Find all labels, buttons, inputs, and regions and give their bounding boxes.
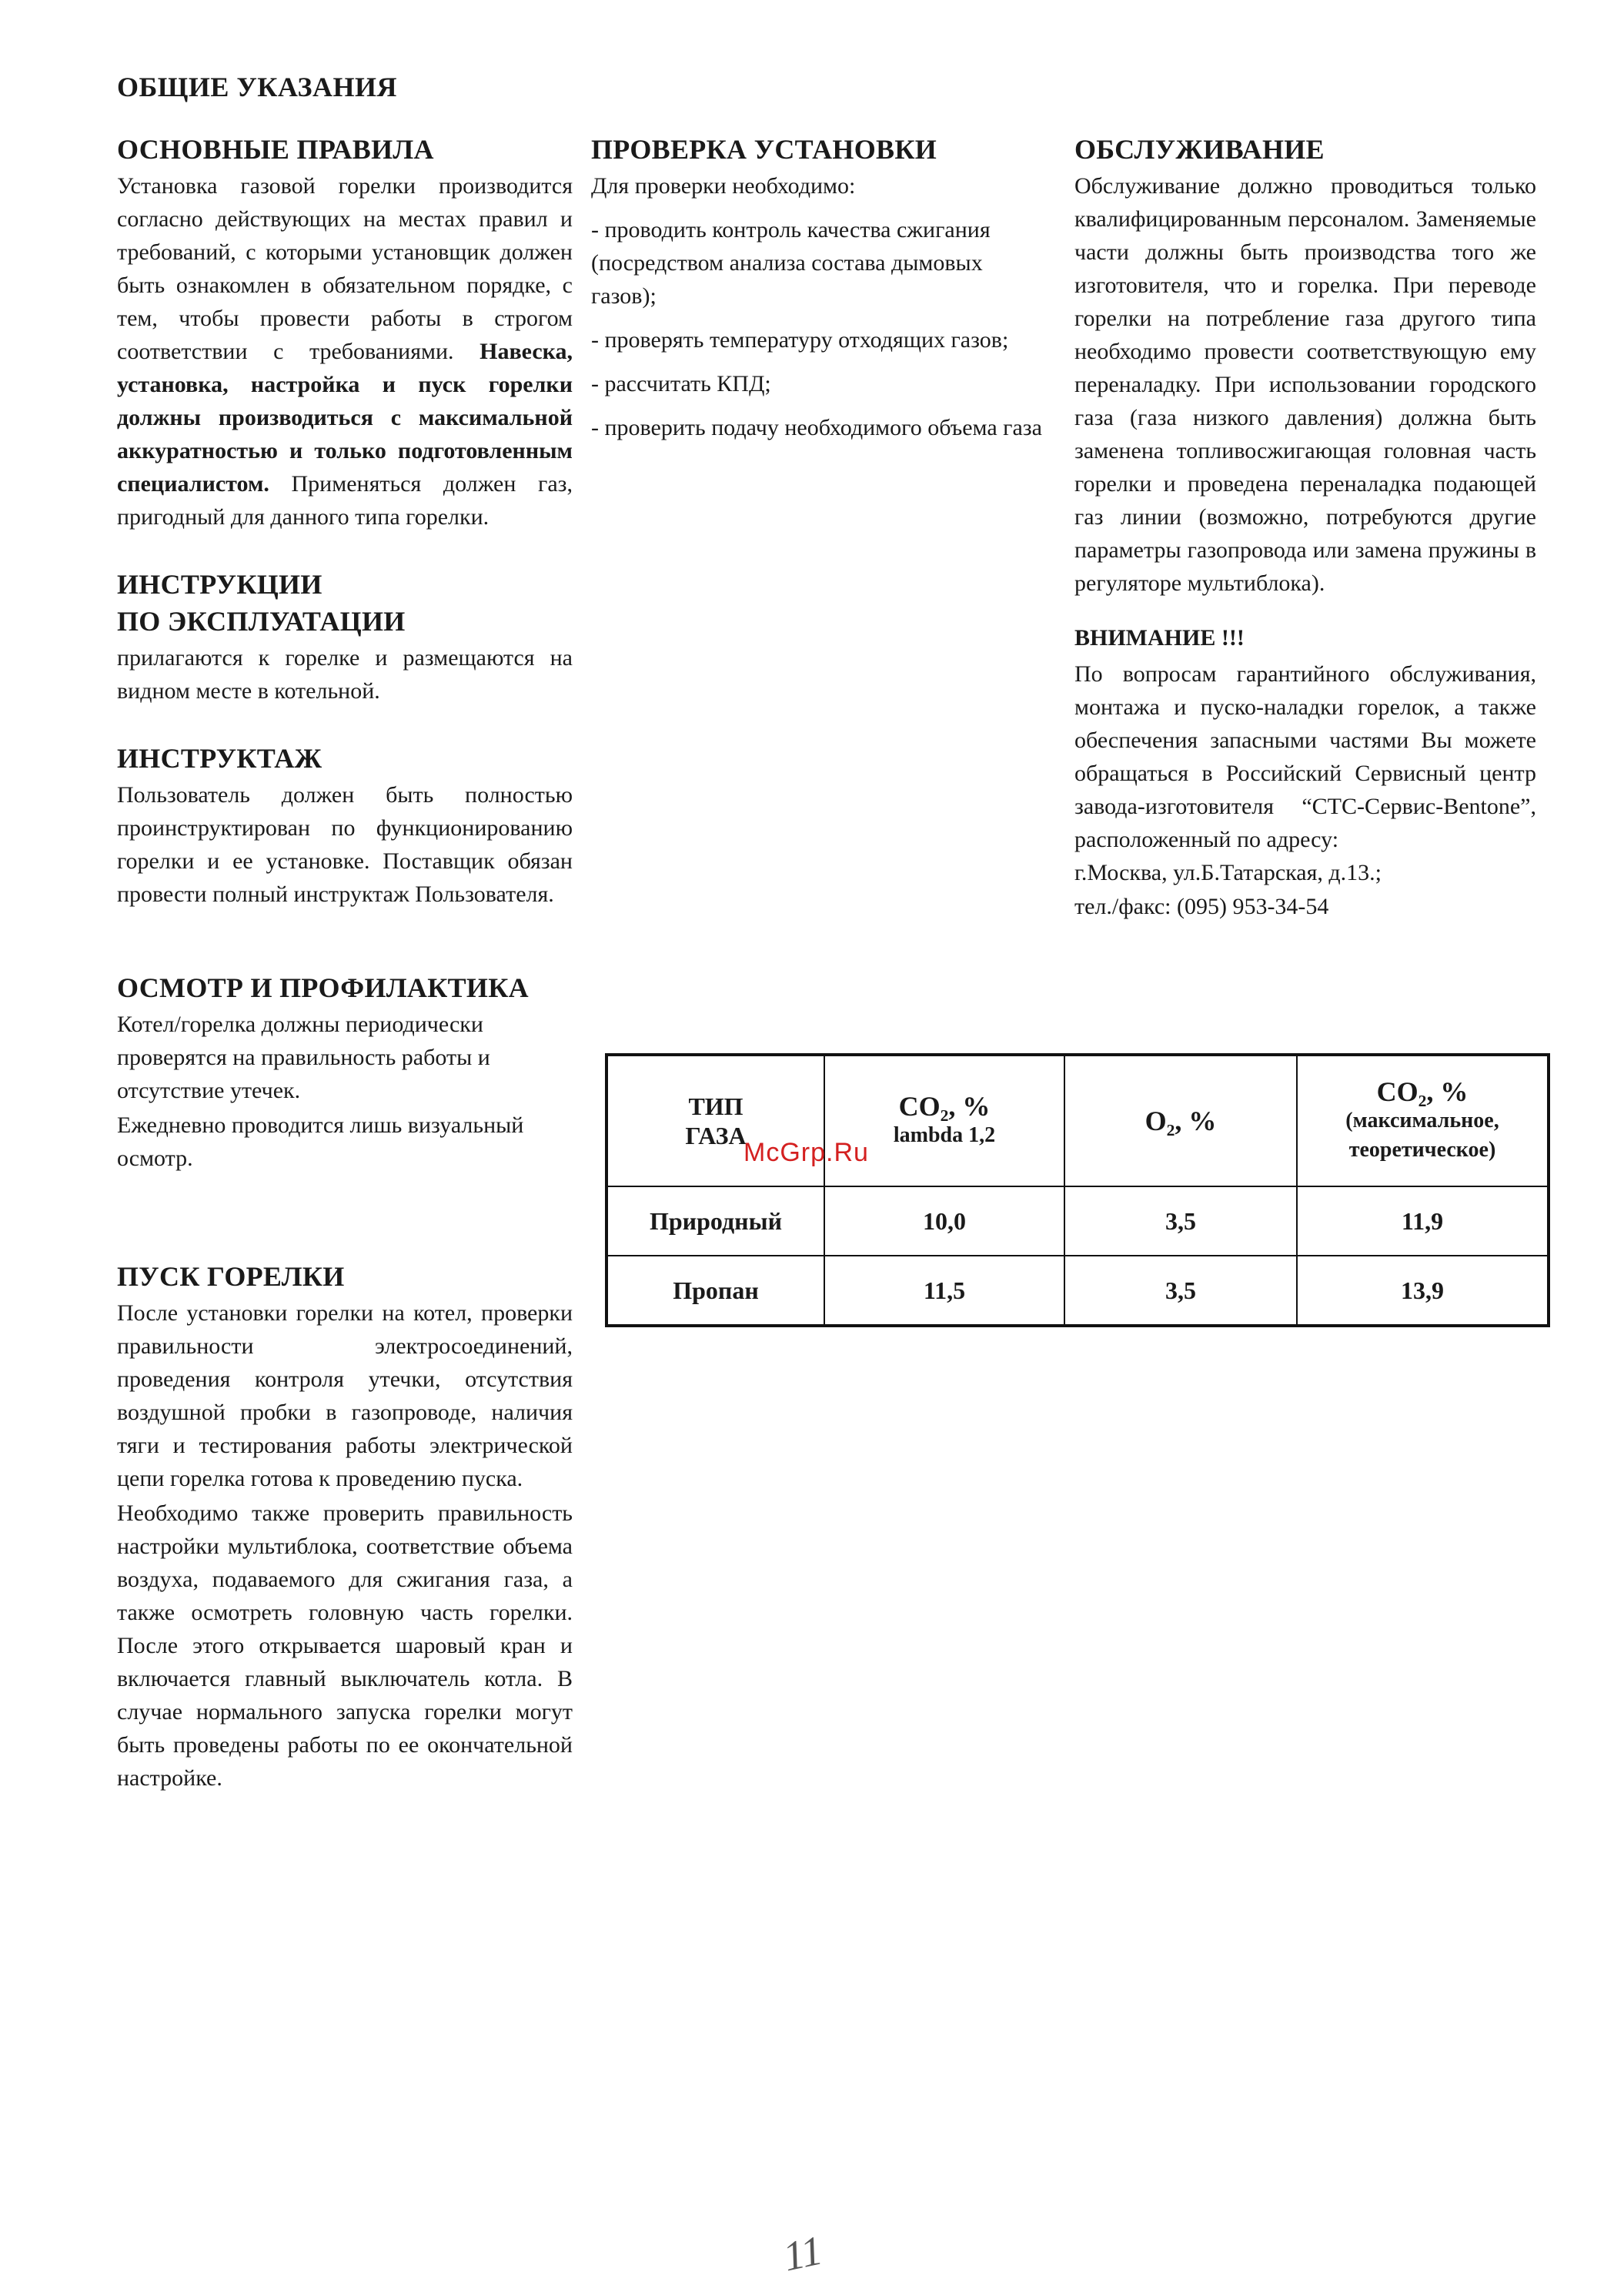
header-gas-type-line1: ТИП: [688, 1092, 743, 1120]
installation-check-list: [591, 213, 1045, 444]
cell-o2: 3,5: [1064, 1186, 1297, 1256]
cell-co2max: 11,9: [1297, 1186, 1549, 1256]
inspection-text-2: Ежедневно проводится лишь визуальный осмотр.: [117, 1112, 524, 1171]
section-startup: [117, 1260, 573, 1795]
cell-co2: 11,5: [824, 1256, 1064, 1326]
attention-title: ВНИМАНИЕ !!!: [1074, 625, 1245, 651]
header-co2-max: [1297, 1055, 1549, 1186]
page-title: ОБЩИЕ УКАЗАНИЯ: [117, 72, 397, 102]
column-right: [1074, 132, 1536, 924]
section-title-instructions-line2: ПО ЭКСПЛУАТАЦИИ: [117, 606, 406, 637]
header-gas-type-line2: ГАЗА: [685, 1122, 747, 1149]
cell-gas: Природный: [606, 1186, 824, 1256]
section-title-briefing: ИНСТРУКТАЖ: [117, 743, 322, 774]
instructions-text: прилагаются к горелке и размещаются на видном месте в котельной.: [117, 645, 573, 704]
header-o2: O₂, %: [1064, 1055, 1297, 1186]
page-number: 11: [779, 2226, 827, 2280]
section-attention: [1074, 621, 1536, 924]
cell-o2: 3,5: [1064, 1256, 1297, 1326]
section-briefing: [117, 741, 573, 911]
section-service: [1074, 132, 1536, 600]
basic-rules-text-bold: Навеска, установка, настройка и пуск горелки должны производиться с максимальной аккуратностью и только подготовленным специалистом.: [117, 339, 573, 497]
installation-check-intro: Для проверки необходимо:: [591, 173, 856, 199]
service-address: г.Москва, ул.Б.Татарская, д.13.;: [1074, 860, 1382, 885]
service-text: Обслуживание должно проводиться только квалифицированным персоналом. Заменяемые части должны быть производства того же изготовителя, что и горелка. При переводе горелки на потребление газа другого типа необходимо провести соответствующую ему переналадку. При использовании городского газа (газа низкого давления) должна быть заменена топливосжигающая головная часть горелки и проведена переналадка подающей газ линии (возможно, потребуются другие параметры газопровода или замена пружины в регуляторе мультиблока).: [1074, 173, 1536, 596]
cell-co2max: 13,9: [1297, 1256, 1549, 1326]
section-title-instructions-line1: ИНСТРУКЦИИ: [117, 569, 322, 600]
startup-text-2: Необходимо также проверить правильность настройки мультиблока, соответствие объема воздуха, подаваемого для сжигания газа, а также осмотреть головную часть горелки. После этого открывается шаровый кран и включается главный выключатель котла. В случае нормального запуска горелки могут быть проведены работы по ее окончательной настройке.: [117, 1500, 573, 1791]
section-inspection: [117, 971, 573, 1175]
column-left: [117, 132, 573, 1828]
basic-rules-text-plain: Установка газовой горелки производится согласно действующих на местах правил и требований, с которыми установщик должен быть ознакомлен в обязательном порядке, с тем, чтобы провести работы в строгом соответствии с требованиями.: [117, 173, 573, 364]
inspection-text-1: Котел/горелка должны периодически проверятся на правильность работы и отсутствие утечек.: [117, 1012, 490, 1103]
header-co2max-line1: CO₂, %: [1376, 1076, 1469, 1107]
section-operating-instructions: [117, 567, 573, 708]
header-co2-line1: CO₂, %: [898, 1091, 991, 1122]
section-basic-rules: [117, 132, 573, 534]
section-title-startup: ПУСК ГОРЕЛКИ: [117, 1261, 345, 1292]
section-title-service: ОБСЛУЖИВАНИЕ: [1074, 134, 1325, 165]
column-middle: [591, 132, 1045, 478]
startup-text-1: После установки горелки на котел, проверки правильности электросоединений, проведения контроля утечки, отсутствия воздушной пробки в газопроводе, наличия тяги и тестирования работы электрической цепи горелка готова к проведению пуска.: [117, 1300, 573, 1491]
section-installation-check: [591, 132, 1045, 444]
attention-text: По вопросам гарантийного обслуживания, монтажа и пуско-наладки горелок, а также обеспечения запасными частями Вы можете обращаться в Российский Сервисный центр завода-изготовителя “СТС-Сервис-Bentone”, расположенный по адресу:: [1074, 661, 1536, 852]
service-phone: тел./факс: (095) 953-34-54: [1074, 894, 1329, 919]
header-co2-line2: lambda 1,2: [893, 1123, 996, 1147]
header-co2max-line3: теоретическое): [1348, 1138, 1496, 1162]
briefing-text: Пользователь должен быть полностью проинструктирован по функционированию горелки и ее установке. Поставщик обязан провести полный инструктаж Пользователя.: [117, 782, 573, 907]
table-row: [606, 1256, 1549, 1326]
basic-rules-text-tail: Применяться должен газ, пригодный для данного типа горелки.: [117, 471, 573, 530]
cell-co2: 10,0: [824, 1186, 1064, 1256]
section-title-inspection: ОСМОТР И ПРОФИЛАКТИКА: [117, 972, 529, 1003]
section-title-installation-check: ПРОВЕРКА УСТАНОВКИ: [591, 134, 937, 165]
cell-gas: Пропан: [606, 1256, 824, 1326]
table-row: [606, 1186, 1549, 1256]
list-item: - рассчитать КПД;: [591, 371, 771, 396]
section-title-basic-rules: ОСНОВНЫЕ ПРАВИЛА: [117, 134, 434, 165]
header-co2max-line2: (максимальное,: [1345, 1109, 1499, 1132]
list-item: - проверять температуру отходящих газов;: [591, 327, 1009, 353]
list-item: - проверить подачу необходимого объема газа: [591, 415, 1042, 440]
basic-rules-text: [117, 169, 573, 534]
gas-parameters-table: [605, 1053, 1550, 1327]
watermark: McGrp.Ru: [743, 1138, 869, 1167]
list-item: - проводить контроль качества сжигания (посредством анализа состава дымовых газов);: [591, 217, 991, 309]
